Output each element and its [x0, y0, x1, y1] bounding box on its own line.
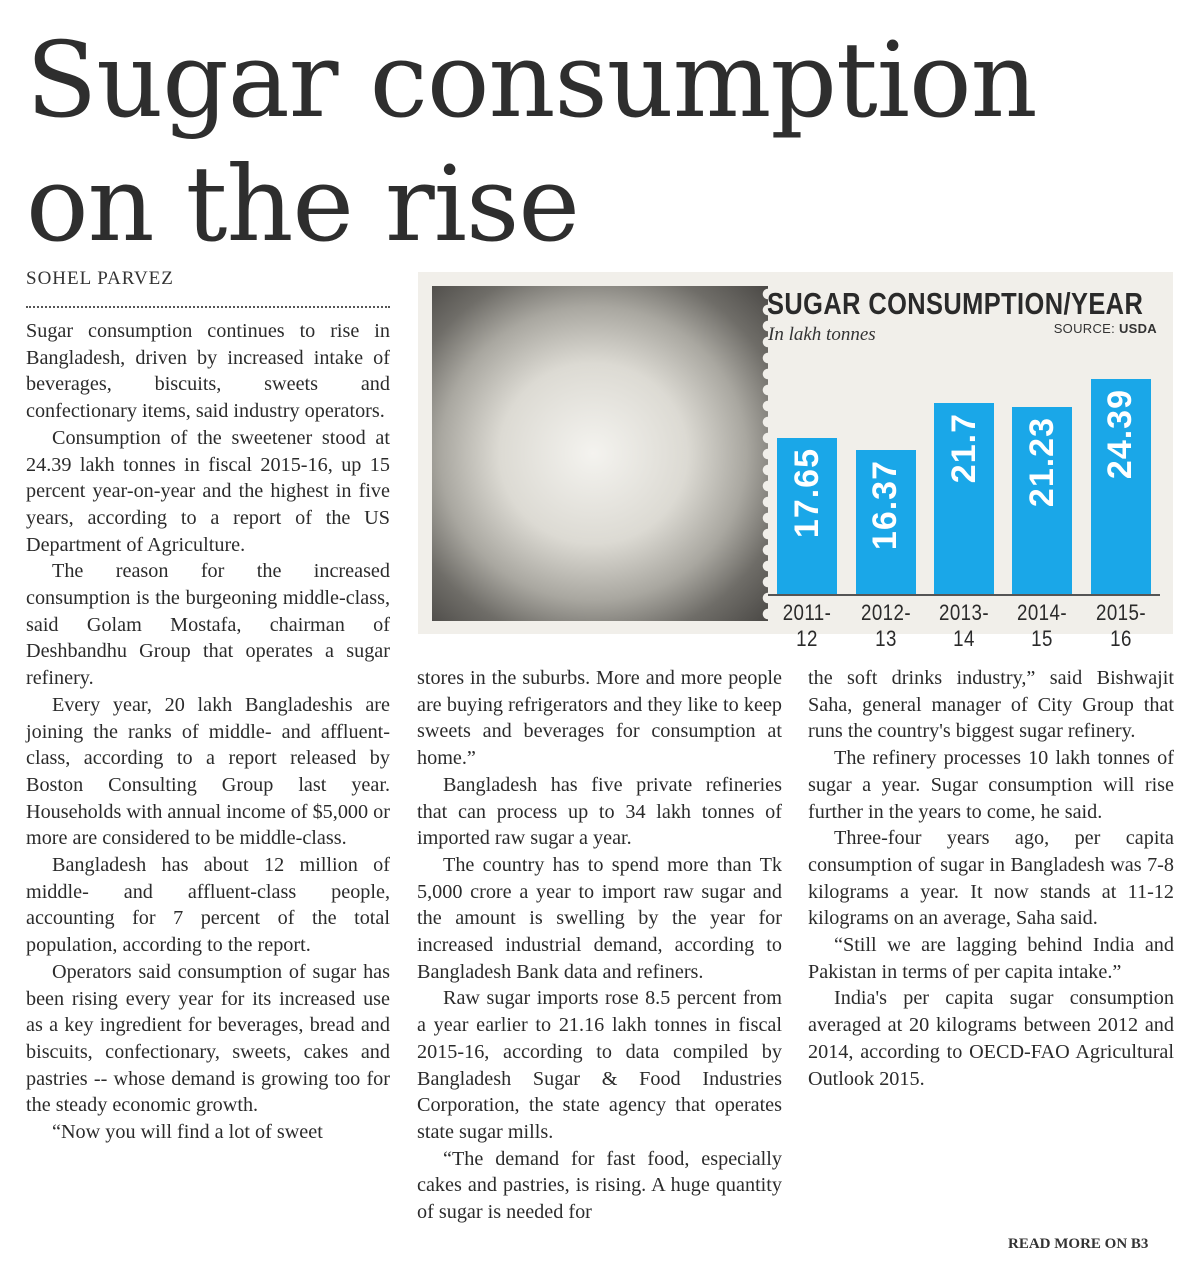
x-tick-label: 2012-13: [860, 600, 911, 651]
paragraph: the soft drinks industry,” said Bishwajit Saha, general manager of City Group that runs the country's biggest sugar refinery.: [808, 667, 1174, 743]
x-tick-label: 2015-16: [1095, 600, 1146, 651]
paragraph: Bangladesh has five private refineries that can process up to 34 lakh tonnes of imported raw sugar a year.: [417, 773, 782, 850]
chart-source-prefix: SOURCE:: [1053, 321, 1116, 336]
paragraph: The refinery processes 10 lakh tonnes of sugar a year. Sugar consumption will rise further in the years to come, he said.: [808, 747, 1174, 823]
read-more-link[interactable]: READ MORE ON B3: [1008, 1236, 1149, 1252]
paragraph: Three-four years ago, per capita consumption of sugar in Bangladesh was 7-8 kilograms a year. It now stands at 11-12 kilograms on an average, Saha said.: [808, 827, 1174, 930]
paragraph: Every year, 20 lakh Bangladeshis are joining the ranks of middle- and affluent-class, according to a report released by Boston Consulting Group last year. Households with annual income of $5,000 or more are considered to be middle-class.: [26, 693, 390, 850]
x-tick-label: 2014-15: [1017, 600, 1068, 651]
paragraph: “The demand for fast food, especially cakes and pastries, is rising. A huge quantity of sugar is needed for: [417, 1147, 782, 1224]
paragraph: Sugar consumption continues to rise in Bangladesh, driven by increased intake of beverages, biscuits, sweets and confectionary items, said industry operators.: [26, 320, 390, 423]
byline: SOHEL PARVEZ: [26, 268, 174, 289]
bar-2012-13: [856, 450, 916, 594]
chart-source-name: USDA: [1118, 321, 1157, 336]
article-column-2: [417, 665, 782, 1226]
chart-x-axis-labels: [768, 600, 1160, 651]
sugar-photo: [432, 286, 768, 621]
bar-value-label: 16.37: [866, 459, 905, 550]
x-tick-label: 2013-14: [939, 600, 989, 651]
bar-value-label: 17.65: [787, 448, 826, 539]
bar-2014-15: [1012, 407, 1072, 594]
paragraph: “Now you will find a lot of sweet: [52, 1121, 323, 1144]
paragraph: stores in the suburbs. More and more people are buying refrigerators and they like to keep sweets and beverages for consumption at home.”: [417, 667, 782, 770]
article-column-3: [808, 665, 1174, 1092]
chart-graphic: [418, 272, 1173, 651]
paragraph: Consumption of the sweetener stood at 24.39 lakh tonnes in fiscal 2015-16, up 15 percent year-on-year and the highest in five years, according to a report of the US Department of Agriculture.: [26, 426, 390, 556]
paragraph: Bangladesh has about 12 million of middle- and affluent-class people, accounting for 7 percent of the total population, according to the report.: [26, 854, 390, 957]
paragraph: The country has to spend more than Tk 5,000 crore a year to import raw sugar and the amount is swelling by the year for increased industrial demand, according to Bangladesh Bank data and refiners.: [417, 853, 782, 983]
bar-value-label: 21.7: [944, 412, 983, 483]
paragraph: The reason for the increased consumption is the burgeoning middle-class, said Golam Mostafa, chairman of Deshbandhu Group that operates a sugar refinery.: [26, 560, 390, 690]
chart-source: [1054, 321, 1157, 336]
bar-2015-16: [1091, 379, 1151, 594]
byline-divider: [26, 306, 390, 308]
bar-2011-12: [777, 438, 837, 594]
paragraph: “Still we are lagging behind India and Pakistan in terms of per capita intake.”: [808, 934, 1174, 983]
bar-2013-14: [934, 403, 994, 594]
bar-value-label: 21.23: [1022, 416, 1061, 507]
bar-value-label: 24.39: [1101, 388, 1140, 479]
paragraph: India's per capita sugar consumption averaged at 20 kilograms between 2012 and 2014, according to OECD-FAO Agricultural Outlook 2015.: [808, 987, 1174, 1090]
headline: [26, 18, 1037, 266]
paragraph: Operators said consumption of sugar has been rising every year for its increased use as a key ingredient for beverages, bread and biscuits, confectionary, sweets, cakes and pastries -- whose demand is growing too for the steady economic growth.: [26, 960, 390, 1117]
chart-title: SUGAR CONSUMPTION/YEAR: [767, 286, 1144, 321]
headline-line-1: Sugar consumption: [26, 19, 1037, 141]
chart-subtitle: In lakh tonnes: [768, 324, 876, 345]
x-tick-label: 2011-12: [782, 600, 832, 651]
paragraph: Raw sugar imports rose 8.5 percent from a year earlier to 21.16 lakh tonnes in fiscal 2015-16, according to data compiled by Bangladesh Sugar & Food Industries Corporation, the state agency that operates state sugar mills.: [417, 987, 782, 1143]
article-column-1: [26, 318, 390, 1146]
headline-line-2: on the rise: [26, 143, 579, 265]
bar-chart-plot: [768, 362, 1160, 596]
